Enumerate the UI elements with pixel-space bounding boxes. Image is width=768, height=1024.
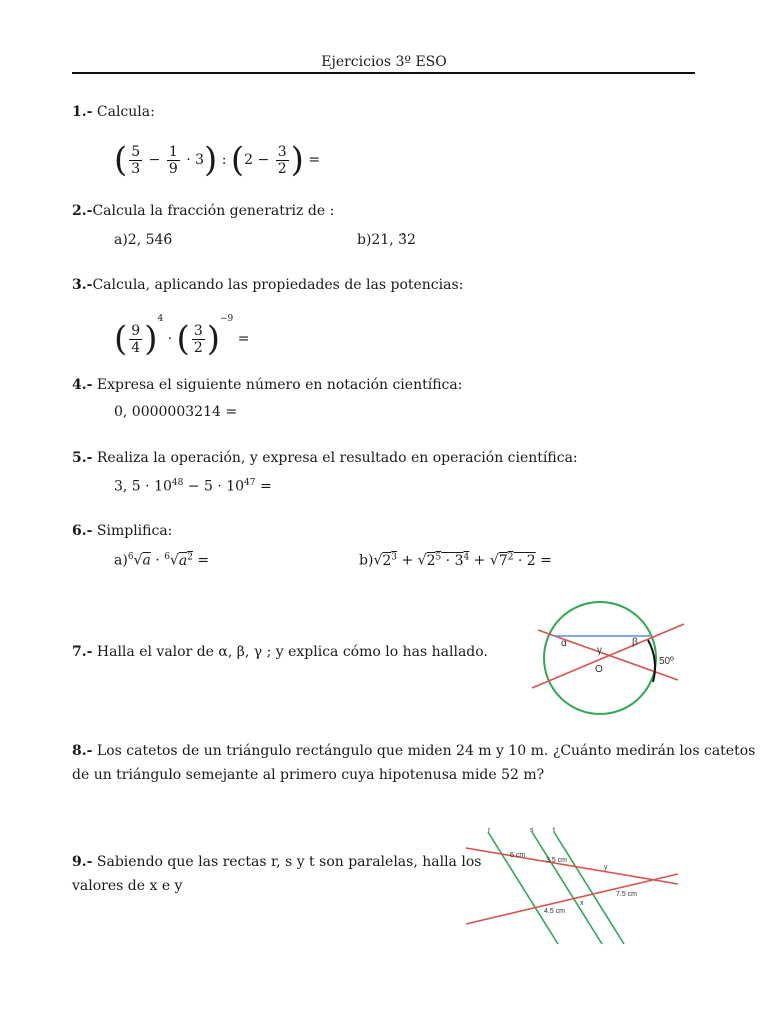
question-number: 1.-	[72, 104, 93, 120]
question-text-line-1: Los catetos de un triángulo rectángulo que miden 24 m y 10 m. ¿Cuánto medirán los catetos	[96, 743, 756, 759]
center-label: O	[595, 664, 603, 675]
question-number: 8.-	[72, 743, 93, 759]
transversal-1	[466, 848, 678, 884]
question-text: Calcula la fracción generatriz de :	[92, 203, 335, 219]
question-8	[72, 743, 755, 759]
line-s	[532, 832, 602, 944]
circle	[544, 602, 656, 714]
question-4	[72, 377, 462, 393]
label-t: t	[553, 827, 555, 834]
q2-option-a: a)2, 546̂	[114, 232, 173, 248]
label-x: x	[580, 900, 584, 907]
question-number: 9.-	[72, 854, 93, 870]
q2-option-b: b)21, 3̂2	[357, 232, 416, 248]
label-4-5cm: 4.5 cm	[544, 908, 566, 915]
line-r	[488, 832, 558, 944]
label-y: y	[604, 864, 608, 871]
question-3	[72, 277, 463, 293]
question-number: 6.-	[72, 523, 93, 539]
question-6	[72, 523, 172, 539]
transversal-2	[466, 874, 678, 924]
beta-label: β	[632, 637, 638, 648]
label-7-5cm: 7.5 cm	[616, 891, 638, 898]
line-t	[554, 832, 624, 944]
document-header: Ejercicios 3º ESO	[321, 54, 447, 70]
q6-option-b: $b)√2^3 + √2^5 \cdot 3^4 + √7^2 \cdot 2$ =	[359, 552, 552, 569]
q3-expression: ( $\frac{9}{4}$ )$^4$ · ( $\frac{3}{2}$ )$^{-9}$ =	[114, 314, 250, 359]
q1-expression: ( $\frac{5}{3}$ − $\frac{1}{9}$ · 3) : (2 − $\frac{3}{2}$ ) =	[114, 140, 321, 180]
question-text: Realiza la operación, y expresa el resultado en operación científica:	[96, 450, 578, 466]
alpha-label: α	[561, 638, 567, 649]
gamma-label: γ	[597, 645, 602, 656]
question-text-line-1: Sabiendo que las rectas r, s y t son paralelas, halla los	[96, 854, 482, 870]
question-text: Calcula:	[96, 104, 155, 120]
header-rule	[72, 72, 695, 74]
question-text: Simplifica:	[96, 523, 173, 539]
label-s: s	[530, 827, 534, 834]
question-9	[72, 854, 481, 870]
question-text: Halla el valor de α, β, γ ; y explica cómo lo has hallado.	[96, 644, 488, 660]
question-9-line-2: valores de x e y	[72, 878, 183, 894]
secant-line-1	[538, 630, 678, 680]
question-2	[72, 203, 334, 219]
q9-parallel-lines-figure	[462, 822, 686, 954]
question-number: 2.-	[72, 203, 93, 219]
q4-expression: 0, 0000003214 =	[114, 404, 238, 420]
q5-expression: 3, $5 \cdot 10^{48} - 5 \cdot 10^{47}$ =	[114, 478, 272, 495]
label-6cm: 6 cm	[510, 852, 526, 859]
question-5	[72, 450, 578, 466]
arc-label: 50º	[659, 656, 674, 667]
q7-circle-figure	[528, 600, 688, 718]
question-1	[72, 104, 155, 120]
question-number: 3.-	[72, 277, 93, 293]
question-number: 5.-	[72, 450, 93, 466]
question-8-line-2: de un triángulo semejante al primero cuya hipotenusa mide 52 m?	[72, 767, 545, 783]
question-text: Expresa el siguiente número en notación científica:	[96, 377, 463, 393]
question-number: 4.-	[72, 377, 93, 393]
label-r: r	[488, 827, 491, 834]
q6-option-a: $a)^6√a \cdot ^6√a^2$ =	[114, 552, 210, 569]
label-3-5cm: 3.5 cm	[546, 857, 568, 864]
question-number: 7.-	[72, 644, 93, 660]
question-text: Calcula, aplicando las propiedades de las potencias:	[92, 277, 464, 293]
question-7	[72, 644, 488, 660]
